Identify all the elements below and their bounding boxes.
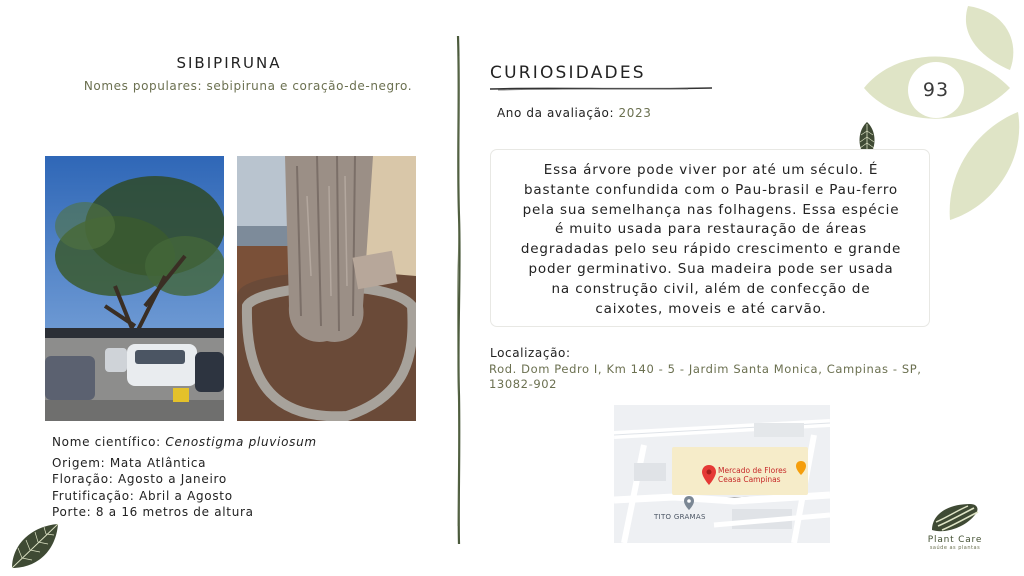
flowering: Floração: Agosto a Janeiro xyxy=(52,472,227,486)
leaf-shape xyxy=(966,6,1013,70)
location-map[interactable] xyxy=(614,405,830,543)
species-details xyxy=(52,434,317,521)
origin: Origem: Mata Atlântica xyxy=(52,455,207,470)
plant-care-logo-icon xyxy=(928,500,982,534)
curiosities-text: Essa árvore pode viver por até um século. É bastante confundida com o Pau-brasil e Pau-ferro pela sua semelhança nas folhagens. Essa espécie é muito usada para restauração de áreas degradadas pelo seu rápido crescimento e grande poder germinativo. Sua madeira pode ser usada na construção civil, além de confecção de caixotes, moveis e até carvão. xyxy=(520,162,902,317)
decorative-leaf-bottom-left xyxy=(8,520,62,572)
map-place-label[interactable]: Mercado de Flores Ceasa Campinas xyxy=(718,466,787,484)
map-secondary-label: TITO GRAMAS xyxy=(654,513,706,521)
popular-names: Nomes populares: sebipiruna e coração-de-negro. xyxy=(83,79,413,93)
brand-name: Plant Care xyxy=(927,535,983,545)
map-pin-secondary-icon[interactable] xyxy=(684,496,694,510)
leaf-shape xyxy=(950,112,1020,220)
map-poi-icon[interactable] xyxy=(796,461,806,475)
brand-tagline: saúde as plantas xyxy=(929,545,981,551)
size: Porte: 8 a 16 metros de altura xyxy=(52,505,254,519)
fruiting: Frutificação: Abril a Agosto xyxy=(52,488,233,503)
title-underline xyxy=(488,84,714,92)
scientific-name: Cenostigma pluviosum xyxy=(165,435,317,449)
curiosities-title: CURIOSIDADES xyxy=(490,63,646,83)
location-address: Rod. Dom Pedro I, Km 140 - 5 - Jardim Santa Monica, Campinas - SP, 13082-902 xyxy=(489,362,922,391)
tree-photo xyxy=(45,156,224,421)
scientific-name-row: Nome científico: Cenostigma pluviosum xyxy=(52,435,317,449)
species-title: SIBIPIRUNA xyxy=(176,54,282,72)
page-number: 93 xyxy=(908,62,964,118)
column-divider xyxy=(452,36,466,544)
evaluation-year: Ano da avaliação: 2023 xyxy=(497,106,652,120)
curiosities-box xyxy=(490,149,930,327)
trunk-photo xyxy=(237,156,416,421)
location-label: Localização: xyxy=(490,346,571,360)
evaluation-year-value: 2023 xyxy=(618,106,652,120)
map-pin-icon[interactable] xyxy=(702,465,716,485)
